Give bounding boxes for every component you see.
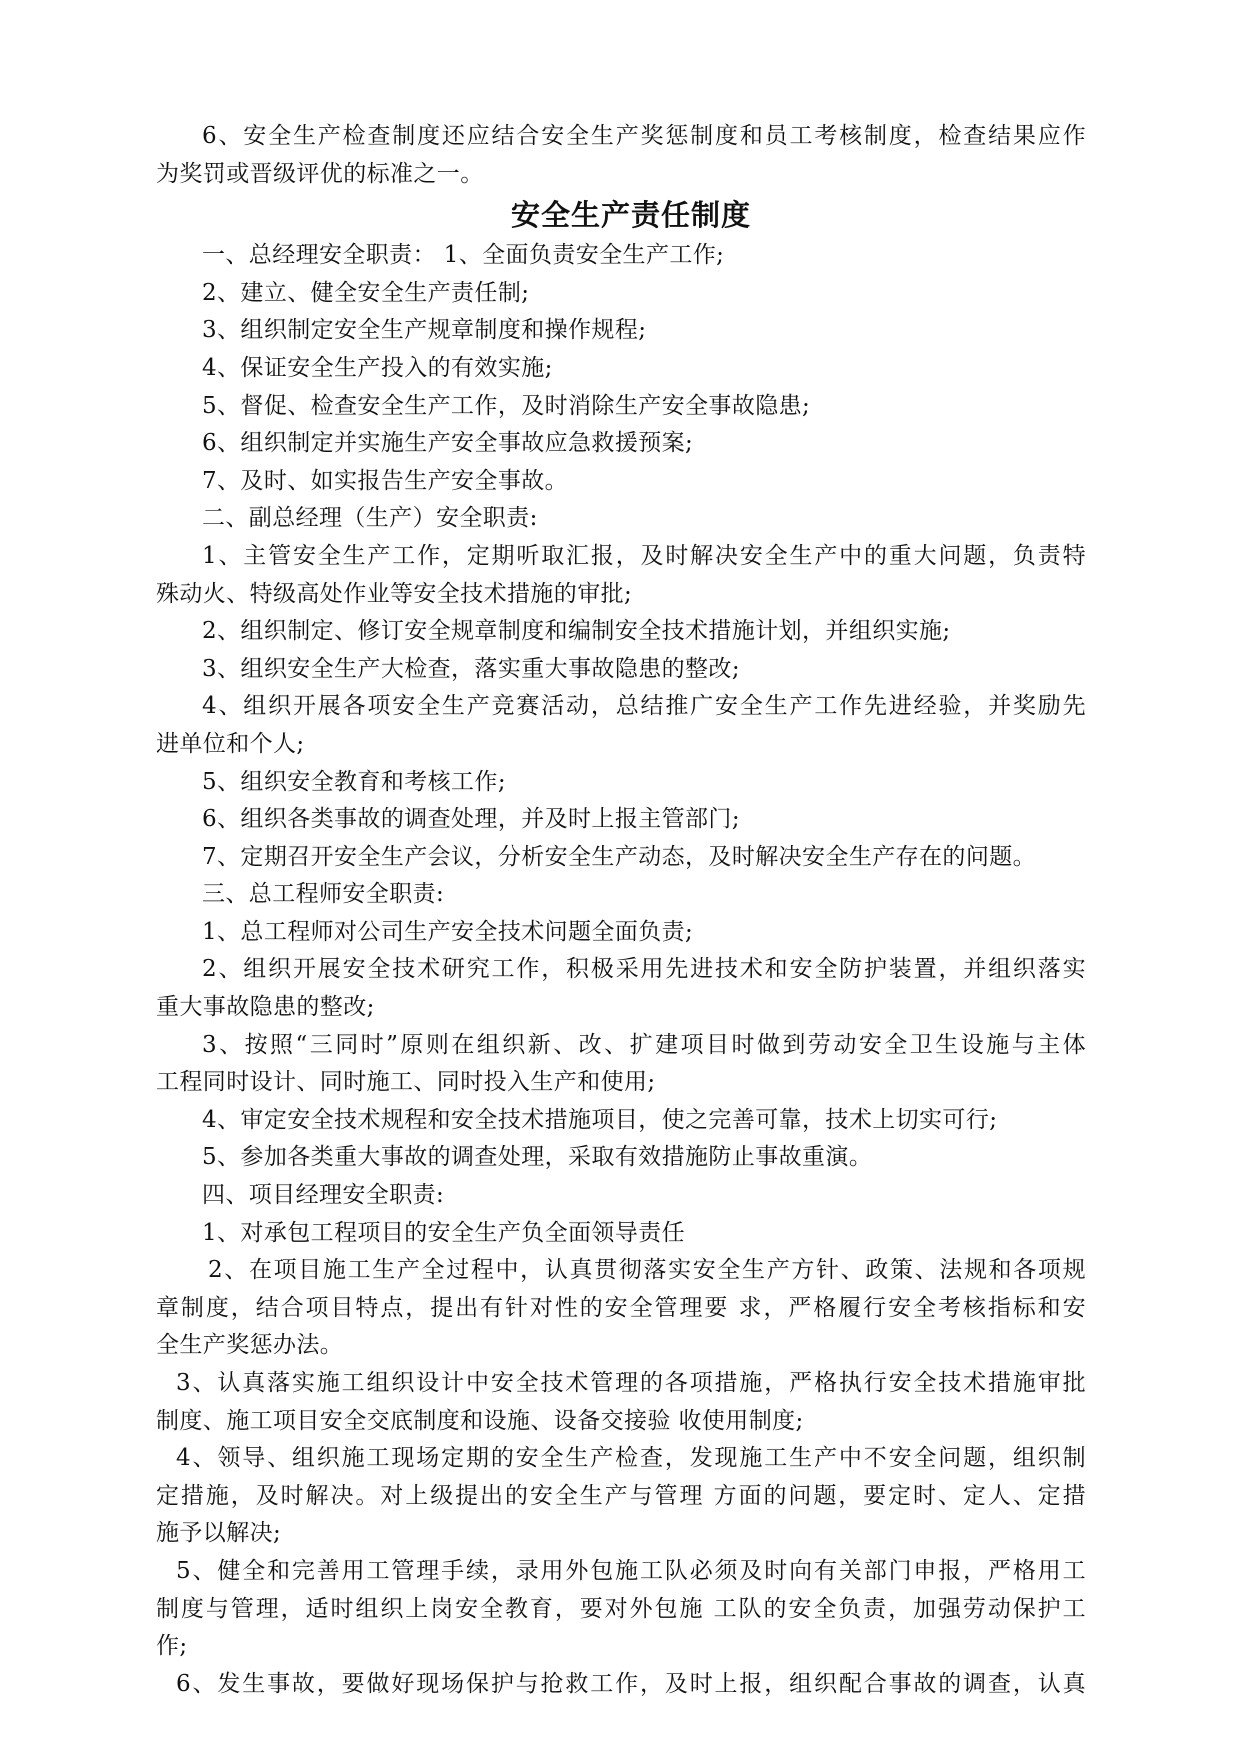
section-heading-chief-engineer: 三、总工程师安全职责: (202, 881, 445, 908)
paragraph-line: 5、参加各类重大事故的调查处理，采取有效措施防止事故重演。 (202, 1144, 873, 1171)
paragraph-line: 7、及时、如实报告生产安全事故。 (202, 467, 569, 494)
document-body (156, 118, 1086, 1703)
paragraph-line: 4、保证安全生产投入的有效实施; (202, 354, 553, 381)
paragraph-line: 6、发生事故，要做好现场保护与抢救工作，及时上报，组织配合事故的调查，认真 (176, 1670, 1086, 1697)
paragraph-line: 章制度，结合项目特点，提出有针对性的安全管理要 求，严格履行安全考核指标和安 (156, 1294, 1086, 1321)
paragraph-line: 1、主管安全生产工作，定期听取汇报，及时解决安全生产中的重大问题，负责特 (202, 542, 1086, 569)
section-heading-project-manager: 四、项目经理安全职责: (202, 1182, 445, 1209)
paragraph-line: 2、组织开展安全技术研究工作，积极采用先进技术和安全防护装置，并组织落实 (202, 956, 1086, 983)
paragraph-line: 制度、施工项目安全交底制度和设施、设备交接验 收使用制度; (156, 1407, 804, 1434)
paragraph-line: 7、定期召开安全生产会议，分析安全生产动态，及时解决安全生产存在的问题。 (202, 843, 1037, 870)
paragraph-line: 3、组织制定安全生产规章制度和操作规程; (202, 317, 647, 344)
paragraph-line: 1、对承包工程项目的安全生产负全面领导责任 (202, 1219, 686, 1246)
paragraph-line: 5、督促、检查安全生产工作，及时消除生产安全事故隐患; (202, 392, 811, 419)
paragraph-line: 6、组织制定并实施生产安全事故应急救援预案; (202, 430, 694, 457)
paragraph-line: 制度与管理，适时组织上岗安全教育，要对外包施 工队的安全负责，加强劳动保护工 (156, 1595, 1086, 1622)
paragraph-line: 3、认真落实施工组织设计中安全技术管理的各项措施，严格执行安全技术措施审批 (176, 1370, 1086, 1396)
paragraph-line: 2、在项目施工生产全过程中，认真贯彻落实安全生产方针、政策、法规和各项规 (208, 1257, 1086, 1284)
paragraph-line: 5、组织安全教育和考核工作; (202, 768, 506, 795)
paragraph-line: 3、按照“三同时”原则在组织新、改、扩建项目时做到劳动安全卫生设施与主体 (202, 1031, 1086, 1058)
paragraph-line: 3、组织安全生产大检查，落实重大事故隐患的整改; (202, 655, 740, 682)
paragraph-line: 1、总工程师对公司生产安全技术问题全面负责; (202, 918, 694, 945)
paragraph-line: 4、审定安全技术规程和安全技术措施项目，使之完善可靠，技术上切实可行; (202, 1106, 998, 1133)
paragraph-line: 作; (156, 1633, 188, 1660)
paragraph-line: 5、健全和完善用工管理手续，录用外包施工队必须及时向有关部门申报，严格用工 (176, 1557, 1086, 1584)
paragraph-line: 进单位和个人; (156, 730, 305, 757)
paragraph-line: 4、领导、组织施工现场定期的安全生产检查，发现施工生产中不安全问题，组织制 (176, 1445, 1086, 1472)
paragraph-line: 定措施，及时解决。对上级提出的安全生产与管理 方面的问题，要定时、定人、定措 (156, 1482, 1086, 1509)
paragraph-line: 全生产奖惩办法。 (156, 1332, 344, 1359)
paragraph-line: 重大事故隐患的整改; (156, 994, 375, 1021)
intro-line-1: 6、安全生产检查制度还应结合安全生产奖惩制度和员工考核制度，检查结果应作 (202, 123, 1086, 149)
document-title: 安全生产责任制度 (510, 198, 751, 233)
section-heading-general-manager: 一、总经理安全职责： 1、全面负责安全生产工作; (202, 242, 725, 269)
paragraph-line: 6、组织各类事故的调查处理，并及时上报主管部门; (202, 806, 740, 833)
paragraph-line: 4、组织开展各项安全生产竞赛活动，总结推广安全生产工作先进经验，并奖励先 (202, 693, 1086, 720)
intro-line-2: 为奖罚或晋级评优的标准之一。 (156, 160, 484, 187)
paragraph-line: 工程同时设计、同时施工、同时投入生产和使用; (156, 1069, 656, 1096)
paragraph-line: 2、组织制定、修订安全规章制度和编制安全技术措施计划，并组织实施; (202, 618, 951, 645)
section-heading-deputy-gm: 二、副总经理（生产）安全职责: (202, 505, 538, 532)
paragraph-line: 2、建立、健全安全生产责任制; (202, 279, 530, 306)
paragraph-line: 殊动火、特级高处作业等安全技术措施的审批; (156, 580, 633, 607)
paragraph-line: 施予以解决; (156, 1520, 282, 1547)
